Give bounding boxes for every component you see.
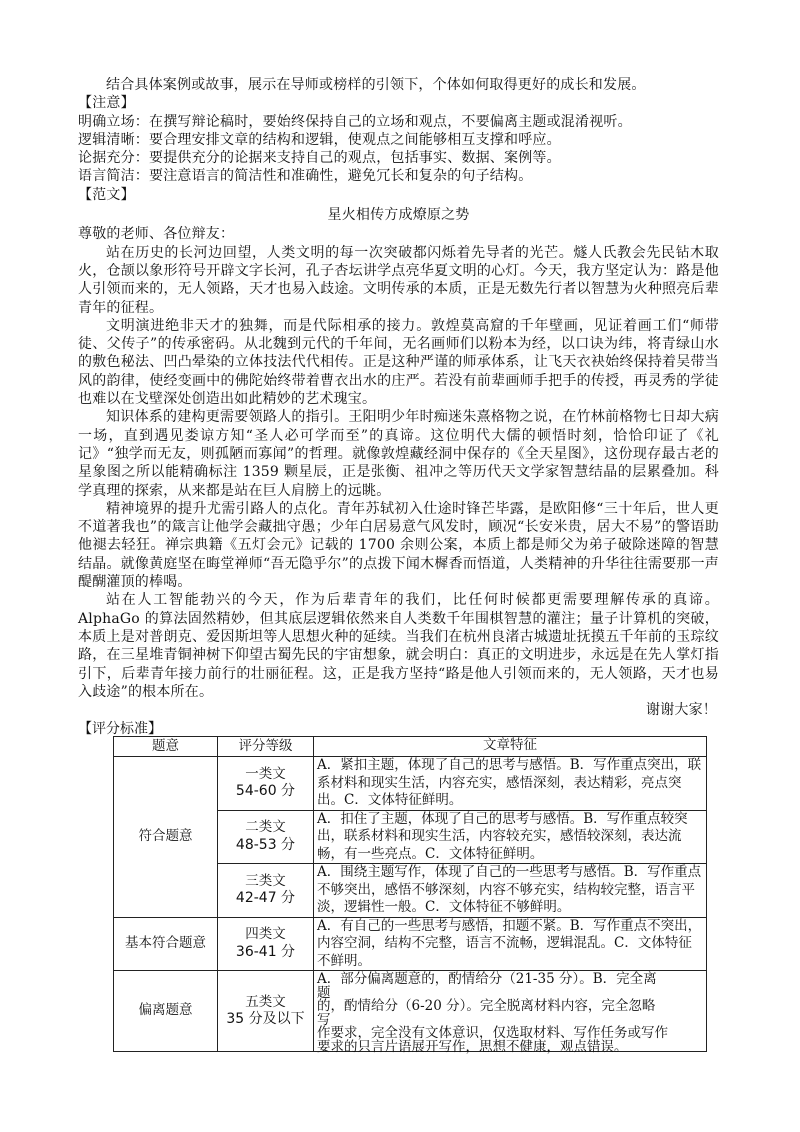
table-row bbox=[114, 971, 707, 1052]
rubric-table bbox=[113, 736, 707, 1055]
note-item: 论据充分：要提供充分的论据来支持自己的观点，包括事实、数据、案例等。 bbox=[78, 150, 561, 167]
features-cell: A．围绕主题写作，体现了自己的一些思考与感悟。B．写作重点不够突出，感悟不够深刻，内容不够充实，结构较完整，语言平淡，逻辑性一般。C．文体特征不够鲜明。 bbox=[314, 864, 707, 918]
sample-heading: 【范文】 bbox=[78, 186, 135, 203]
intro-paragraph: 结合具体案例或故事，展示在导师或榜样的引领下，个体如何取得更好的成长和发展。 bbox=[106, 77, 646, 93]
features-cell: A．有自己的一些思考与感悟，扣题不紧。B．写作重点不突出，内容空洞，结构不完整，语言不流畅，逻辑混乱。C．文体特征不鲜明。 bbox=[314, 917, 707, 971]
features-cell: A．紧扣主题，体现了自己的思考与感悟。B．写作重点突出，联系材料和现实生活，内容充实，感悟深刻，表达精彩，亮点突出。C．文体特征鲜明。 bbox=[314, 757, 707, 811]
grade-label: 一类文 bbox=[245, 765, 286, 782]
rubric-heading: 【评分标准】 bbox=[78, 721, 162, 737]
table-row bbox=[114, 757, 707, 811]
score-range: 35 分及以下 bbox=[226, 1011, 305, 1027]
note-item: 逻辑清晰：要合理安排文章的结构和逻辑，使观点之间能够相互支撑和呼应。 bbox=[78, 131, 561, 148]
essay-title: 星火相传方成燎原之势 bbox=[327, 207, 470, 224]
grade-cell bbox=[218, 757, 314, 811]
essay-paragraph: 站在人工智能勃兴的今天，作为后辈青年的我们，比任何时候都更需要理解传承的真谛。AlphaGo 的算法固然精妙，但其底层逻辑依然来自人类数千年围棋智慧的灌注；量子计算机的突破，本质上是对普朗克、爱因斯坦等人思想火种的延续。当我们在杭州良渚古城遗址抚摸五千年前的玉琮纹路，在三星堆青铜神树下仰望古蜀先民的宇宙想象，就会明白：真正的文明进步，永远是在先人掌灯指引下，后辈青年接力前行的壮丽征程。这，正是我方坚持“路是他人引领而来的，无人领路，天才也易入歧途”的根本所在。 bbox=[78, 592, 719, 700]
salutation: 尊敬的老师、各位辩友： bbox=[78, 226, 235, 243]
score-range: 54-60 分 bbox=[235, 783, 296, 800]
group-label: 基本符合题意 bbox=[114, 917, 218, 971]
document-body bbox=[78, 76, 719, 719]
grade-cell bbox=[218, 917, 314, 971]
notes-heading: 【注意】 bbox=[78, 95, 135, 112]
grade-label: 三类文 bbox=[245, 872, 286, 889]
grade-label: 二类文 bbox=[245, 819, 286, 836]
header-grade: 评分等级 bbox=[218, 737, 314, 757]
features-cell: A．扣住了主题，体现了自己的思考与感悟。B．写作重点较突出，联系材料和现实生活，内容较充实，感悟较深刻，表达流畅，有一些亮点。C．文体特征鲜明。 bbox=[314, 810, 707, 864]
table-row bbox=[114, 917, 707, 971]
note-item: 明确立场：在撰写辩论稿时，要始终保持自己的立场和观点，不要偏离主题或混淆视听。 bbox=[78, 113, 632, 130]
score-range: 36-41 分 bbox=[235, 943, 296, 960]
score-range: 48-53 分 bbox=[235, 836, 296, 853]
score-range: 42-47 分 bbox=[235, 890, 296, 907]
essay-paragraph: 知识体系的建构更需要领路人的指引。王阳明少年时痴迷朱熹格物之说，在竹林前格物七日却大病一场，直到遇见娄谅方知“圣人必可学而至”的真谛。这位明代大儒的顿悟时刻，恰恰印证了《礼记》“独学而无友，则孤陋而寡闻”的哲理。就像敦煌藏经洞中保存的《全天星图》，这份现存最古老的星象图之所以能精确标注 1359 颗星辰，正是张衡、祖冲之等历代天文学家智慧结晶的层累叠加。科学真理的探索，从来都是站在巨人肩膀上的远眺。 bbox=[78, 409, 719, 499]
essay-paragraph: 文明演进绝非天才的独舞，而是代际相承的接力。敦煌莫高窟的千年壁画，见证着画工们“师带徒、父传子”的传承密码。从北魏到元代的千年间，无名画师们以粉本为经，以口诀为纬，将青绿山水的敷色秘法、凹凸晕染的立体技法代代相传。正是这种严谨的师承体系，让飞天衣袂始终保持着吴带当风的韵律，使经变画中的佛陀始终带着曹衣出水的庄严。若没有前辈画师手把手的传授，再灵秀的学徒也难以在戈壁深处创造出如此精妙的艺术瑰宝。 bbox=[78, 317, 719, 408]
note-item: 语言简洁：要注意语言的简洁性和准确性，避免冗长和复杂的句子结构。 bbox=[78, 168, 533, 185]
group-label: 符合题意 bbox=[114, 757, 218, 918]
essay-paragraph: 站在历史的长河边回望，人类文明的每一次突破都闪烁着先导者的光芒。燧人氏教会先民钻木取火，仓颉以象形符号开辟文字长河，孔子杏坛讲学点亮华夏文明的心灯。今天，我方坚定认为：路是他人引领而来的，无人领路，天才也易入歧途。文明传承的本质，正是无数先行者以智慧为火种照亮后辈青年的征程。 bbox=[78, 244, 719, 316]
group-label: 偏离题意 bbox=[114, 971, 218, 1052]
table-header-row bbox=[114, 737, 707, 757]
header-features: 文章特征 bbox=[314, 737, 707, 757]
grade-cell bbox=[218, 810, 314, 864]
features-text: A．部分偏离题意的，酌情给分（21-35 分）。B．完全离 题 的，酌情给分（6-20 分）。完全脱离材料内容，完全忽略 写 作要求，完全没有文体意识，仅选取材料、写作任务或写作 要求的只言片语展开写作，思想不健康，观点错误。 bbox=[317, 971, 668, 1055]
grade-cell bbox=[218, 971, 314, 1052]
closing: 谢谢大家！ bbox=[646, 702, 717, 719]
header-topic: 题意 bbox=[114, 737, 218, 757]
features-cell bbox=[314, 971, 707, 1055]
essay-paragraph: 精神境界的提升尤需引路人的点化。青年苏轼初入仕途时锋芒毕露，是欧阳修“三十年后，世人更不道著我也”的箴言让他学会藏拙守愚；少年白居易意气风发时，顾况“长安米贵，居大不易”的警语助他褪去轻狂。禅宗典籍《五灯会元》记载的 1700 余则公案，本质上都是师父为弟子破除迷障的智慧结晶。就像黄庭坚在晦堂禅师“吾无隐乎尔”的点拨下闻木樨香而悟道，人类精神的升华往往需要那一声醍醐灌顶的棒喝。 bbox=[78, 500, 719, 591]
grade-label: 五类文 bbox=[245, 993, 286, 1010]
grade-cell bbox=[218, 864, 314, 918]
grade-label: 四类文 bbox=[245, 926, 286, 943]
